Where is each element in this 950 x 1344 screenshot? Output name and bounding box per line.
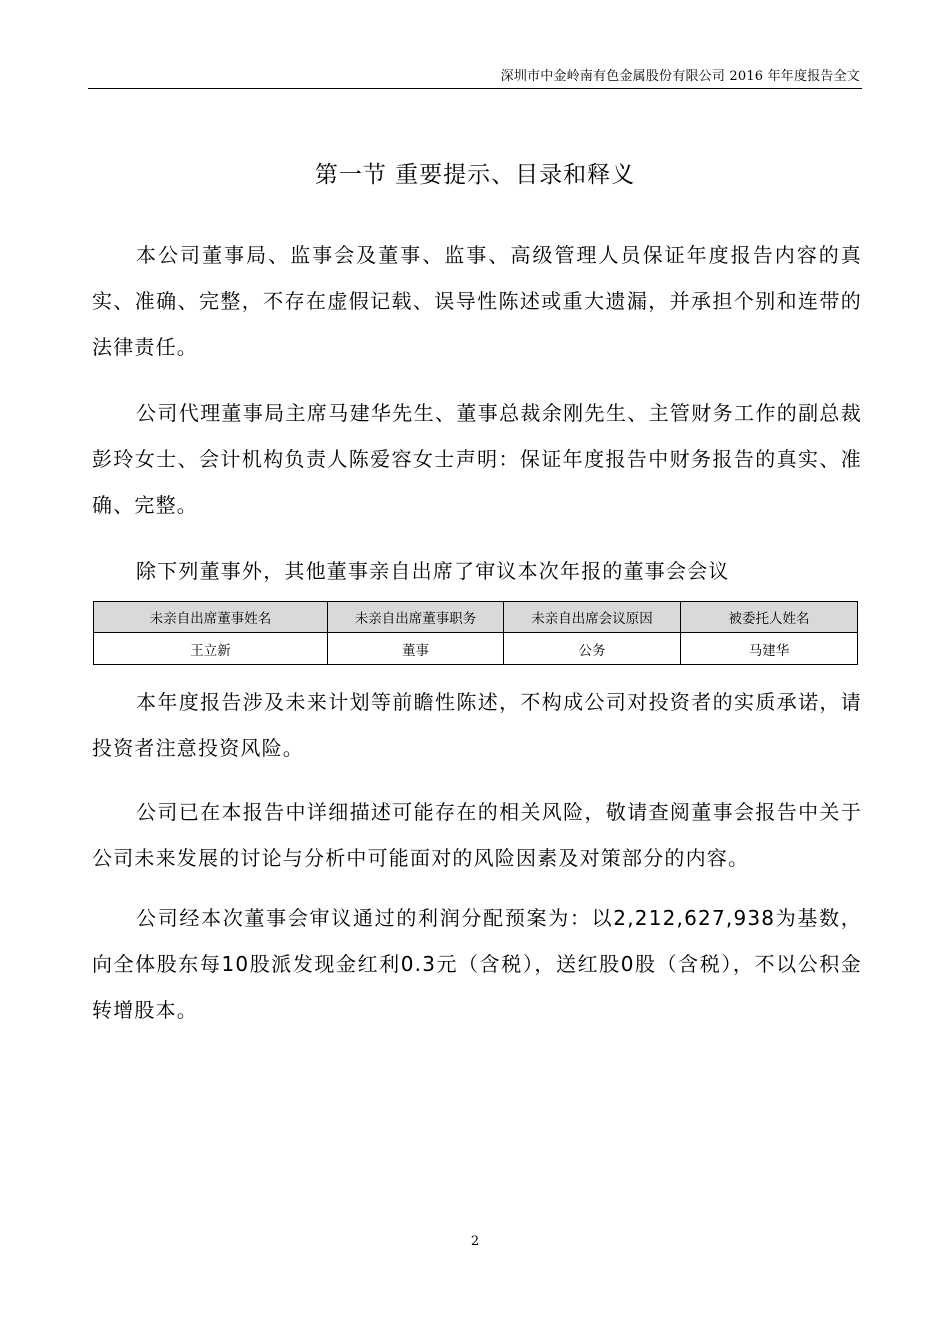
page-header xyxy=(88,62,862,89)
table-header-cell: 被委托人姓名 xyxy=(681,602,858,633)
table-cell: 公务 xyxy=(504,633,681,665)
table-cell: 王立新 xyxy=(94,633,328,665)
forward-looking-statement: 本年度报告涉及未来计划等前瞻性陈述，不构成公司对投资者的实质承诺，请投资者注意投资风险。 xyxy=(92,690,862,760)
section-title: 第一节 重要提示、目录和释义 xyxy=(314,162,636,188)
absent-directors-table xyxy=(93,601,858,665)
table-cell: 马建华 xyxy=(681,633,858,665)
table-cell: 董事 xyxy=(328,633,504,665)
table-header-row xyxy=(94,602,858,633)
profit-distribution-plan: 公司经本次董事会审议通过的利润分配预案为：以2,212,627,938为基数，向全体股东每10股派发现金红利0.3元（含税），送红股0股（含税），不以公积金转增股本。 xyxy=(92,906,862,1022)
absent-directors-intro: 除下列董事外，其他董事亲自出席了审议本次年报的董事会会议 xyxy=(136,559,730,583)
risk-disclosure-statement: 公司已在本报告中详细描述可能存在的相关风险，敬请查阅董事会报告中关于公司未来发展的讨论与分析中可能面对的风险因素及对策部分的内容。 xyxy=(92,800,862,870)
table-row xyxy=(94,633,858,665)
board-guarantee-statement: 本公司董事局、监事会及董事、监事、高级管理人员保证年度报告内容的真实、准确、完整，不存在虚假记载、误导性陈述或重大遗漏，并承担个别和连带的法律责任。 xyxy=(92,243,862,359)
executives-financial-statement: 公司代理董事局主席马建华先生、董事总裁余刚先生、主管财务工作的副总裁彭玲女士、会计机构负责人陈爱容女士声明：保证年度报告中财务报告的真实、准确、完整。 xyxy=(92,401,862,517)
table-header-cell: 未亲自出席董事职务 xyxy=(328,602,504,633)
page-number: 2 xyxy=(470,1234,480,1249)
table-header-cell: 未亲自出席董事姓名 xyxy=(94,602,328,633)
table-header-cell: 未亲自出席会议原因 xyxy=(504,602,681,633)
report-header-title: 深圳市中金岭南有色金属股份有限公司 2016 年年度报告全文 xyxy=(500,69,860,84)
